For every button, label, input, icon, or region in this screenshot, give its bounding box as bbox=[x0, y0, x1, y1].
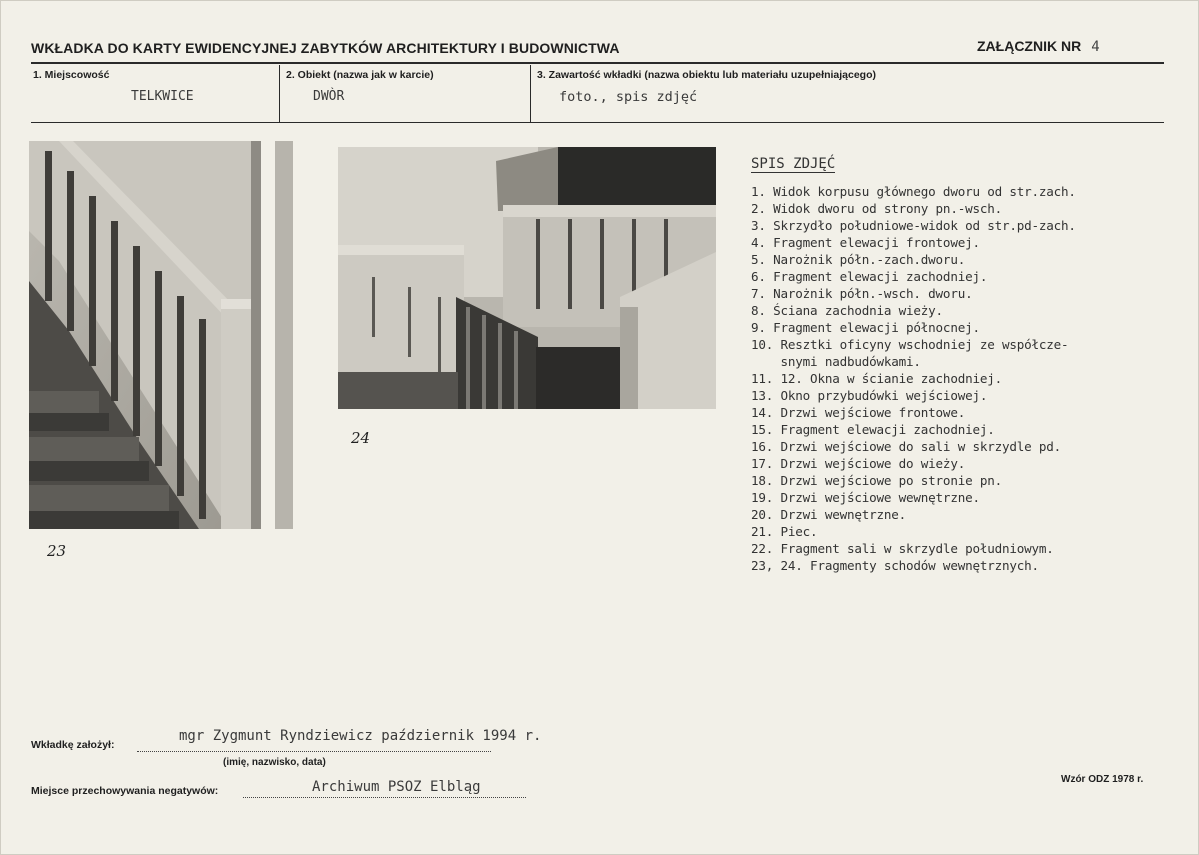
list-item: 14. Drzwi wejściowe frontowe. bbox=[751, 405, 966, 420]
photo-list bbox=[751, 183, 1196, 574]
annex-number: 4 bbox=[1091, 39, 1100, 55]
list-item: 21. Piec. bbox=[751, 524, 818, 539]
object-label: 2. Obiekt (nazwa jak w karcie) bbox=[286, 69, 434, 81]
storage-label: Miejsce przechowywania negatywów: bbox=[31, 785, 219, 797]
list-item: 18. Drzwi wejściowe po stronie pn. bbox=[751, 473, 1002, 488]
list-item: 23, 24. Fragmenty schodów wewnętrznych. bbox=[751, 558, 1039, 573]
staircase-photo-24 bbox=[338, 147, 716, 409]
list-item: 17. Drzwi wejściowe do wieży. bbox=[751, 456, 966, 471]
author-dotted-line bbox=[137, 751, 491, 752]
list-item: 9. Fragment elewacji północnej. bbox=[751, 320, 980, 335]
list-item: 22. Fragment sali w skrzydle południowym. bbox=[751, 541, 1054, 556]
list-item: 16. Drzwi wejściowe do sali w skrzydle pd. bbox=[751, 439, 1062, 454]
photo-list-title: SPIS ZDJĘĆ bbox=[751, 156, 836, 172]
annex-label bbox=[977, 38, 1100, 55]
form-note: Wzór ODZ 1978 r. bbox=[1061, 774, 1144, 785]
storage-dotted-line bbox=[243, 797, 526, 798]
locality-label: 1. Miejscowość bbox=[33, 69, 110, 81]
list-item: 20. Drzwi wewnętrzne. bbox=[751, 507, 907, 522]
author-hint: (imię, nazwisko, data) bbox=[223, 757, 326, 768]
staircase-photo-24-image bbox=[338, 147, 716, 409]
photo-23-caption: 23 bbox=[47, 542, 67, 560]
list-item: 10. Resztki oficyny wschodniej ze współcze- bbox=[751, 337, 1069, 352]
photo-edge-strip bbox=[275, 141, 293, 529]
list-item: 19. Drzwi wejściowe wewnętrzne. bbox=[751, 490, 980, 505]
storage-value: Archiwum PSOZ Elbląg bbox=[312, 779, 481, 795]
list-item: 5. Narożnik półn.-zach.dworu. bbox=[751, 252, 966, 267]
field-divider-1 bbox=[279, 65, 280, 123]
contents-label: 3. Zawartość wkładki (nazwa obiektu lub materiału uzupełniającego) bbox=[537, 69, 876, 81]
contents-value: foto., spis zdjęć bbox=[559, 89, 698, 105]
list-item: 6. Fragment elewacji zachodniej. bbox=[751, 269, 988, 284]
author-label: Wkładkę założył: bbox=[31, 739, 115, 751]
locality-value: TELKWICE bbox=[131, 89, 194, 104]
list-item: 8. Ściana zachodnia wieży. bbox=[751, 303, 943, 318]
list-item: 13. Okno przybudówki wejściowej. bbox=[751, 388, 988, 403]
list-item: snymi nadbudówkami. bbox=[751, 354, 921, 369]
list-item: 2. Widok dworu od strony pn.-wsch. bbox=[751, 201, 1002, 216]
list-item: 7. Narożnik półn.-wsch. dworu. bbox=[751, 286, 973, 301]
fields-rule bbox=[31, 122, 1164, 123]
list-item: 15. Fragment elewacji zachodniej. bbox=[751, 422, 995, 437]
photo-24-caption: 24 bbox=[351, 429, 371, 447]
object-value: DWÒR bbox=[313, 89, 345, 104]
list-item: 1. Widok korpusu głównego dworu od str.zach. bbox=[751, 184, 1076, 199]
list-item: 11. 12. Okna w ścianie zachodniej. bbox=[751, 371, 1002, 386]
staircase-photo-23 bbox=[29, 141, 261, 529]
field-divider-2 bbox=[530, 65, 531, 123]
list-item: 3. Skrzydło południowe-widok od str.pd-zach. bbox=[751, 218, 1076, 233]
card-title: WKŁADKA DO KARTY EWIDENCYJNEJ ZABYTKÓW ARCHITEKTURY I BUDOWNICTWA bbox=[31, 40, 620, 56]
staircase-photo-23-image bbox=[29, 141, 261, 529]
header-rule bbox=[31, 62, 1164, 64]
list-item: 4. Fragment elewacji frontowej. bbox=[751, 235, 980, 250]
author-value: mgr Zygmunt Ryndziewicz październik 1994 r. bbox=[179, 728, 542, 744]
annex-label-text: ZAŁĄCZNIK NR bbox=[977, 38, 1082, 54]
